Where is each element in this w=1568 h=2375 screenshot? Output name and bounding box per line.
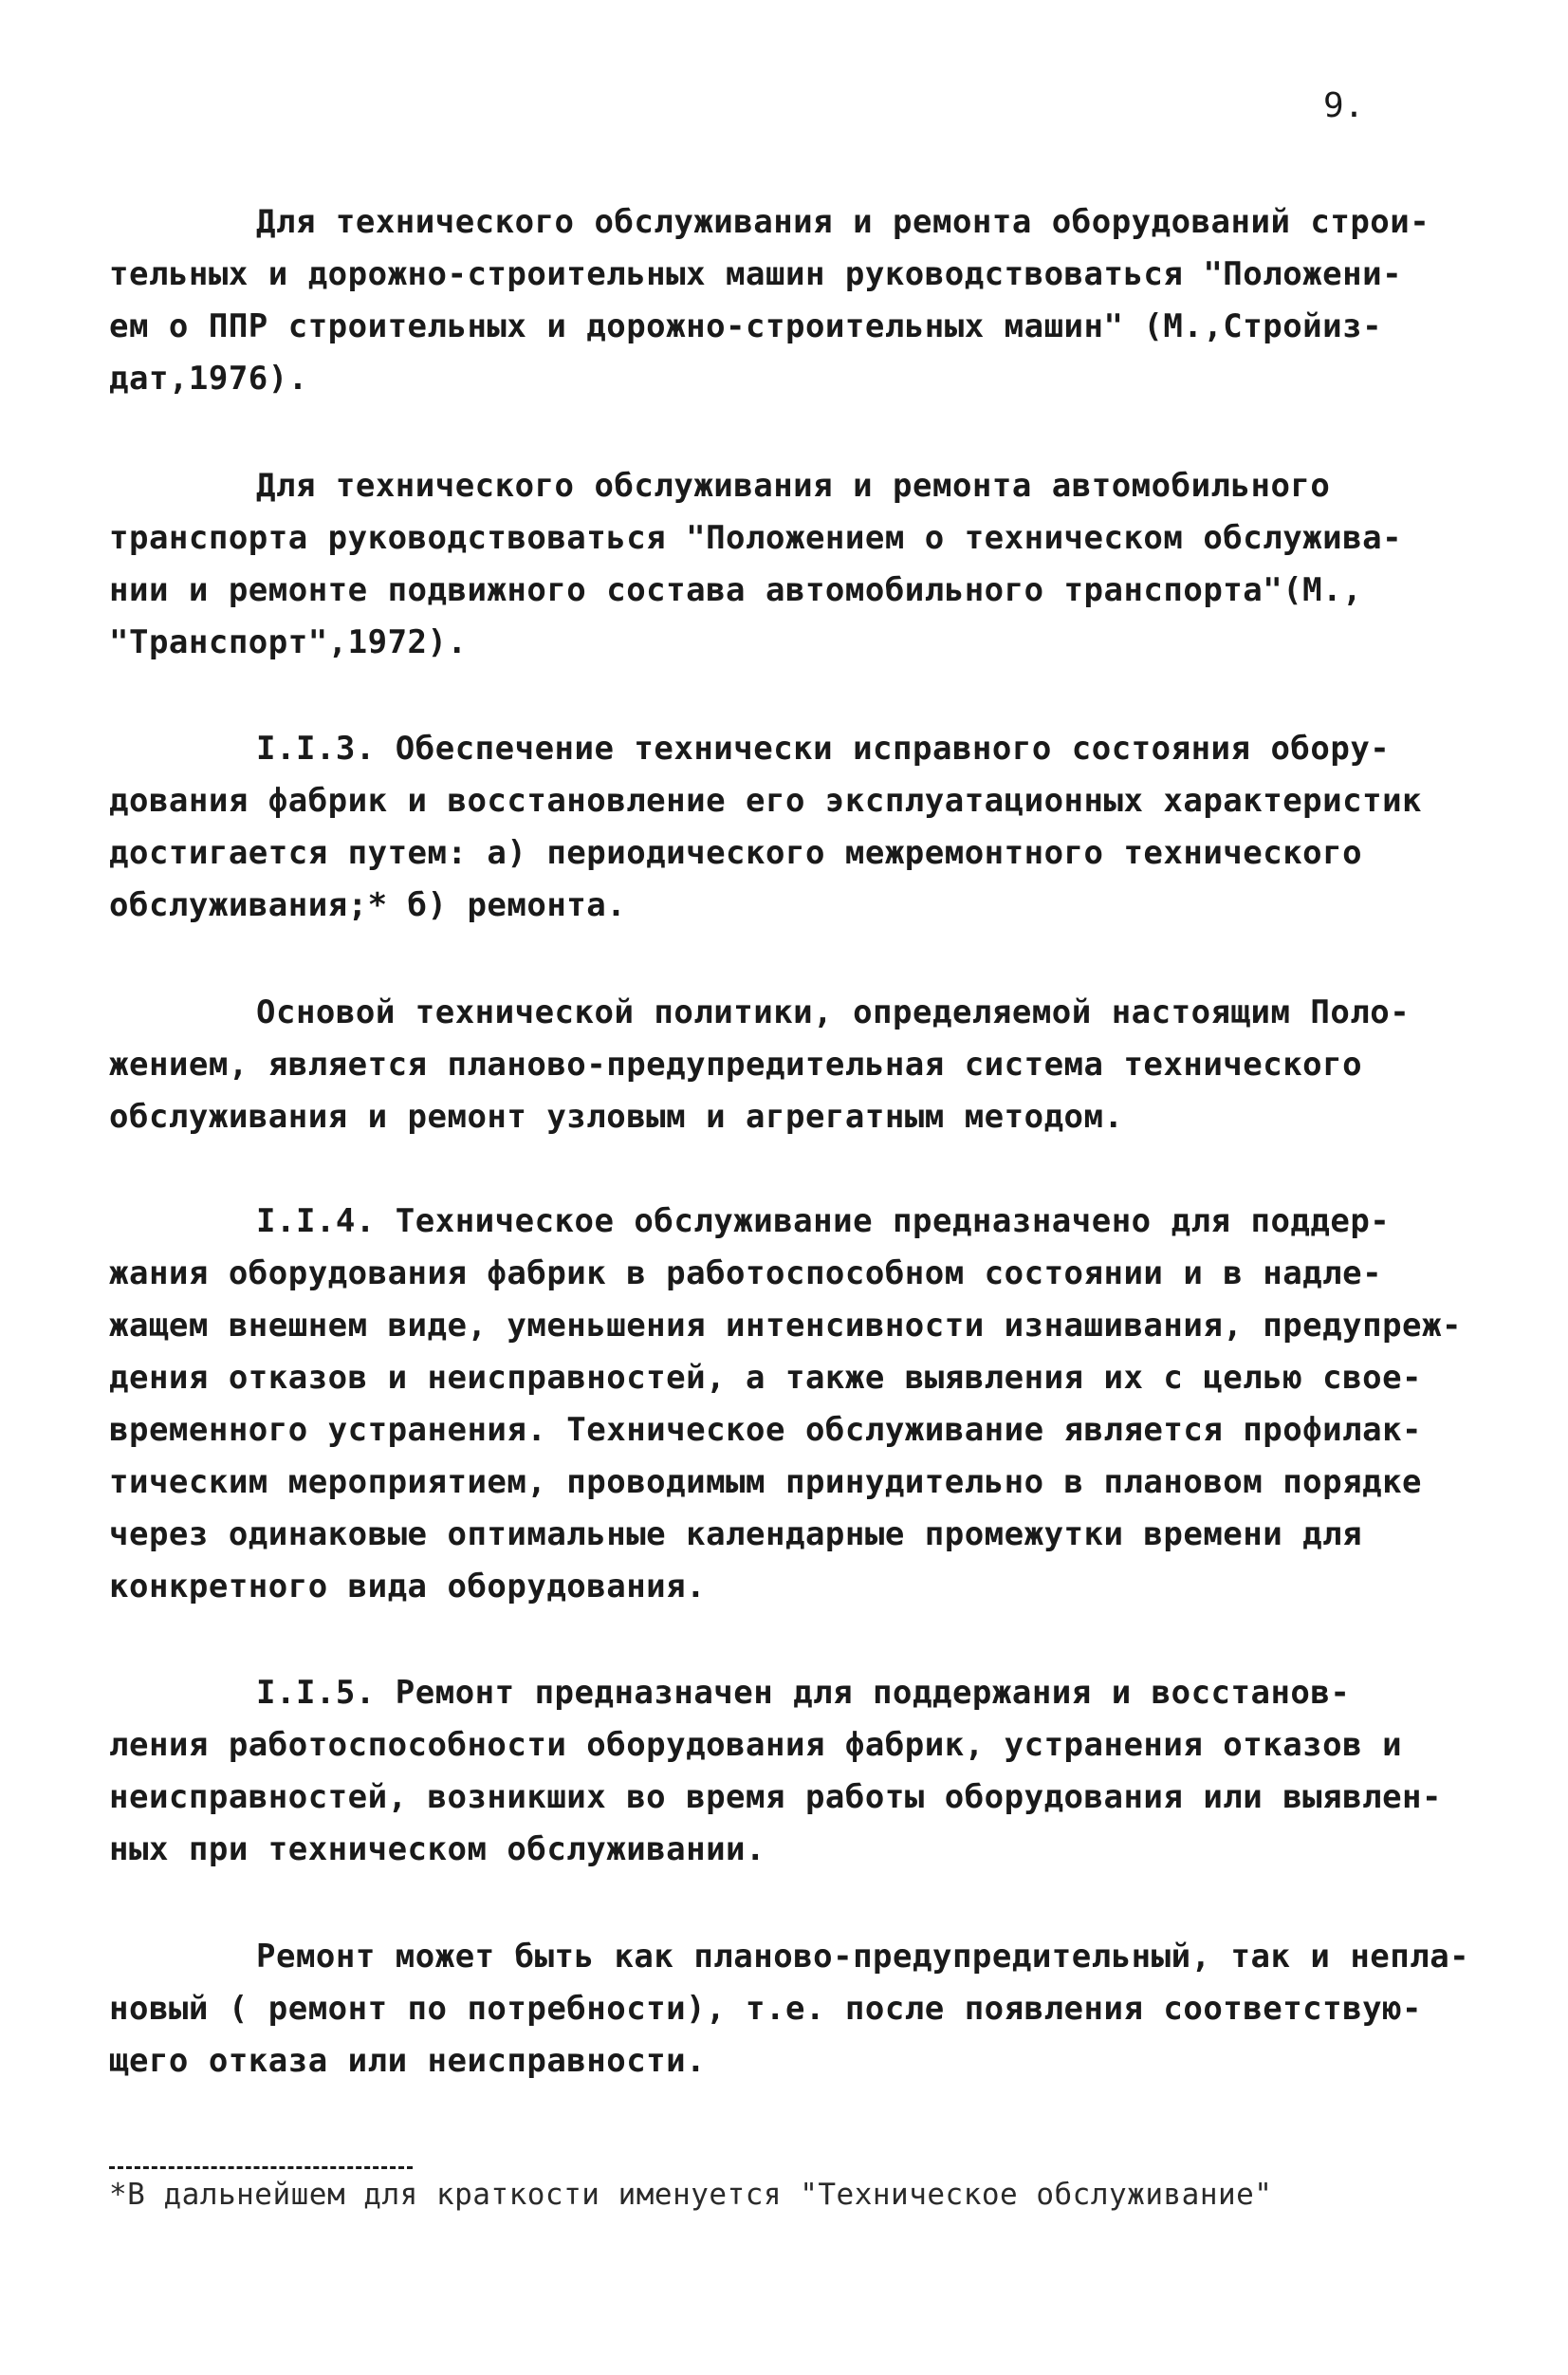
text-line: Ремонт может быть как планово-предупредительный, так и непла- <box>256 1938 1470 1976</box>
text-line: "Транспорт",1972). <box>109 623 468 661</box>
text-line: обслуживания;* б) ремонта. <box>109 886 627 924</box>
text-line: транспорта руководствоваться "Положением о техническом обслужива- <box>109 519 1403 557</box>
text-line: новый ( ремонт по потребности), т.е. после появления соответствую- <box>109 1990 1423 2028</box>
text-line: I.I.3. Обеспечение технически исправного состояния обору- <box>256 730 1391 768</box>
text-line: тельных и дорожно-строительных машин руководствоваться "Положени- <box>109 255 1403 293</box>
text-line: дования фабрик и восстановление его эксплуатационных характеристик <box>109 782 1423 820</box>
page-number: 9. <box>1323 86 1365 125</box>
text-line: обслуживания и ремонт узловым и агрегатным методом. <box>109 1098 1124 1136</box>
text-line: ем о ППР строительных и дорожно-строительных машин" (М.,Стройиз- <box>109 307 1383 345</box>
text-line: неисправностей, возникших во время работы оборудования или выявлен- <box>109 1778 1442 1816</box>
text-line: жания оборудования фабрик в работоспособном состоянии и в надле- <box>109 1254 1383 1292</box>
text-line: Для технического обслуживания и ремонта оборудований строи- <box>256 203 1430 241</box>
footnote: *В дальнейшем для краткости именуется "Техническое обслуживание" <box>109 2178 1273 2212</box>
text-line: жащем внешнем виде, уменьшения интенсивности изнашивания, предупреж- <box>109 1307 1462 1345</box>
text-line: тическим мероприятием, проводимым принудительно в плановом порядке <box>109 1463 1423 1501</box>
text-line: конкретного вида оборудования. <box>109 1568 707 1605</box>
footnote-divider <box>109 2166 413 2169</box>
text-line: ления работоспособности оборудования фабрик, устранения отказов и <box>109 1726 1403 1764</box>
text-line: достигается путем: а) периодического межремонтного технического <box>109 834 1363 872</box>
text-line: щего отказа или неисправности. <box>109 2042 707 2080</box>
text-line: ных при техническом обслуживании. <box>109 1830 766 1868</box>
text-line: Основой технической политики, определяемой настоящим Поло- <box>256 993 1411 1031</box>
text-line: нии и ремонте подвижного состава автомобильного транспорта"(М., <box>109 571 1363 609</box>
text-line: Для технического обслуживания и ремонта автомобильного <box>256 467 1331 505</box>
text-line: дения отказов и неисправностей, а также выявления их с целью свое- <box>109 1359 1423 1397</box>
text-line: дат,1976). <box>109 360 308 398</box>
text-line: через одинаковые оптимальные календарные промежутки времени для <box>109 1515 1363 1553</box>
text-line: I.I.5. Ремонт предназначен для поддержания и восстанов- <box>256 1674 1351 1712</box>
text-line: временного устранения. Техническое обслуживание является профилак- <box>109 1411 1423 1449</box>
text-line: I.I.4. Техническое обслуживание предназначено для поддер- <box>256 1202 1391 1240</box>
text-line: жением, является планово-предупредительная система технического <box>109 1046 1363 1084</box>
